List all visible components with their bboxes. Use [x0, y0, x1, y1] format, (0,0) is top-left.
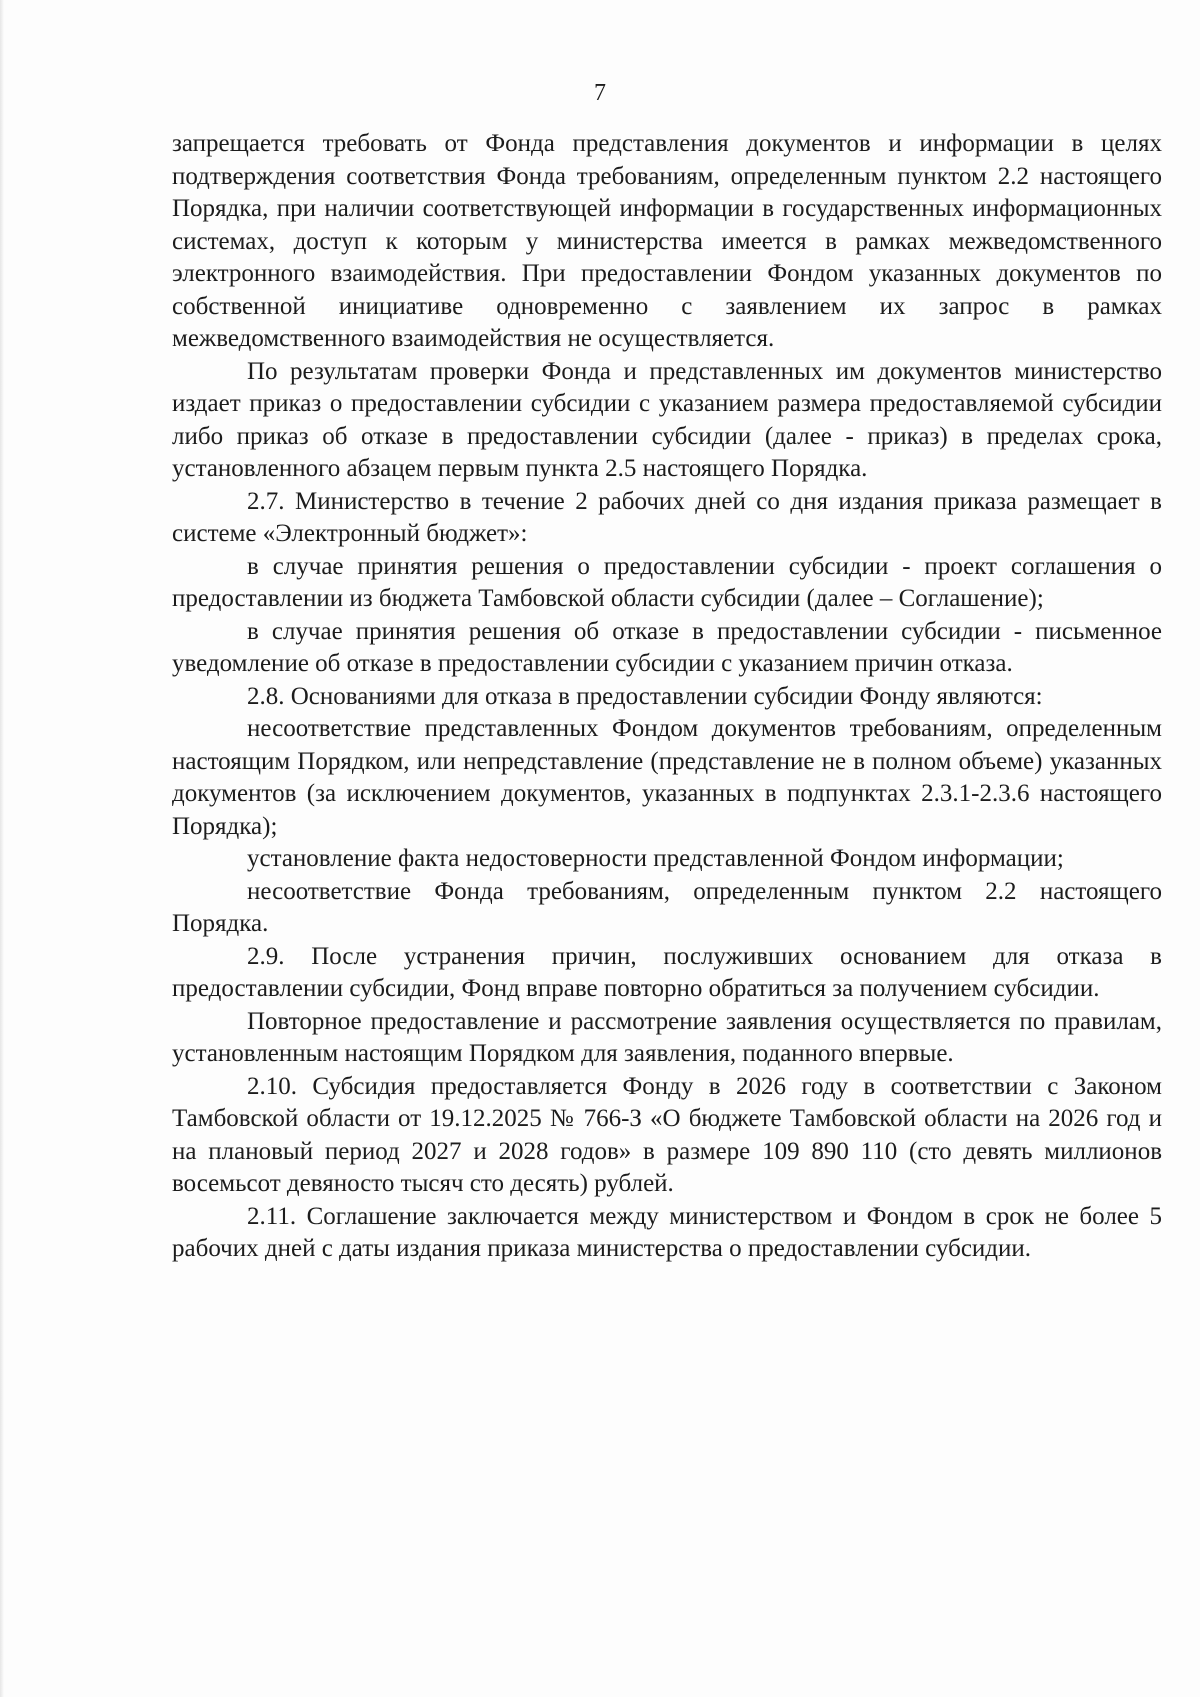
paragraph-2-7-refusal-case: в случае принятия решения об отказе в предоставлении субсидии - письменное уведомление об отказе в предоставлении субсидии с указанием причин отказа. [172, 617, 1162, 677]
paragraph-2-11: 2.11. Соглашение заключается между министерством и Фондом в срок не более 5 рабочих дней с даты издания приказа министерства о предоставлении субсидии. [172, 1202, 1162, 1262]
page-number: 7 [594, 80, 606, 106]
paragraph-2-8: 2.8. Основаниями для отказа в предоставлении субсидии Фонду являются: [247, 682, 1043, 710]
paragraph-2-8-item-documents: несоответствие представленных Фондом документов требованиям, определенным настоящим Порядком, или непредставление (представление не в полном объеме) указанных документов (за исключением документов, указанных в подпунктах 2.3.1-2.3.6 настоящего Порядка); [172, 715, 1162, 840]
document-body [172, 128, 1162, 1266]
paragraph-2-9: 2.9. После устранения причин, послуживших основанием для отказа в предоставлении субсидии, Фонд вправе повторно обратиться за получением субсидии. [172, 942, 1162, 1002]
paragraph-2-7-grant-case: в случае принятия решения о предоставлении субсидии - проект соглашения о предоставлении из бюджета Тамбовской области субсидии (далее – Соглашение); [172, 552, 1162, 612]
paragraph-2-9-resubmission: Повторное предоставление и рассмотрение заявления осуществляется по правилам, установленным настоящим Порядком для заявления, поданного впервые. [172, 1007, 1162, 1067]
paragraph-2-10: 2.10. Субсидия предоставляется Фонду в 2026 году в соответствии с Законом Тамбовской области от 19.12.2025 № 766-З «О бюджете Тамбовской области на 2026 год и на плановый период 2027 и 2028 годов» в размере 109 890 110 (сто девять миллионов восемьсот девяносто тысяч сто десять) рублей. [172, 1072, 1162, 1197]
paragraph-2-8-item-requirements: несоответствие Фонда требованиям, определенным пунктом 2.2 настоящего Порядка. [172, 877, 1162, 937]
paragraph-2-7: 2.7. Министерство в течение 2 рабочих дней со дня издания приказа размещает в системе «Электронный бюджет»: [172, 487, 1162, 547]
scan-edge-shadow [0, 0, 4, 1697]
paragraph-verification-results: По результатам проверки Фонда и представленных им документов министерство издает приказ о предоставлении субсидии с указанием размера предоставляемой субсидии либо приказ об отказе в предоставлении субсидии (далее - приказ) в пределах срока, установленного абзацем первым пункта 2.5 настоящего Порядка. [172, 357, 1162, 482]
paragraph-continuation: запрещается требовать от Фонда представления документов и информации в целях подтверждения соответствия Фонда требованиям, определенным пунктом 2.2 настоящего Порядка, при наличии соответствующей информации в государственных информационных системах, доступ к которым у министерства имеется в рамках межведомственного электронного взаимодействия. При предоставлении Фондом указанных документов по собственной инициативе одновременно с заявлением их запрос в рамках межведомственного взаимодействия не осуществляется. [172, 130, 1162, 352]
paragraph-2-8-item-inaccuracy: установление факта недостоверности представленной Фондом информации; [247, 845, 1064, 872]
